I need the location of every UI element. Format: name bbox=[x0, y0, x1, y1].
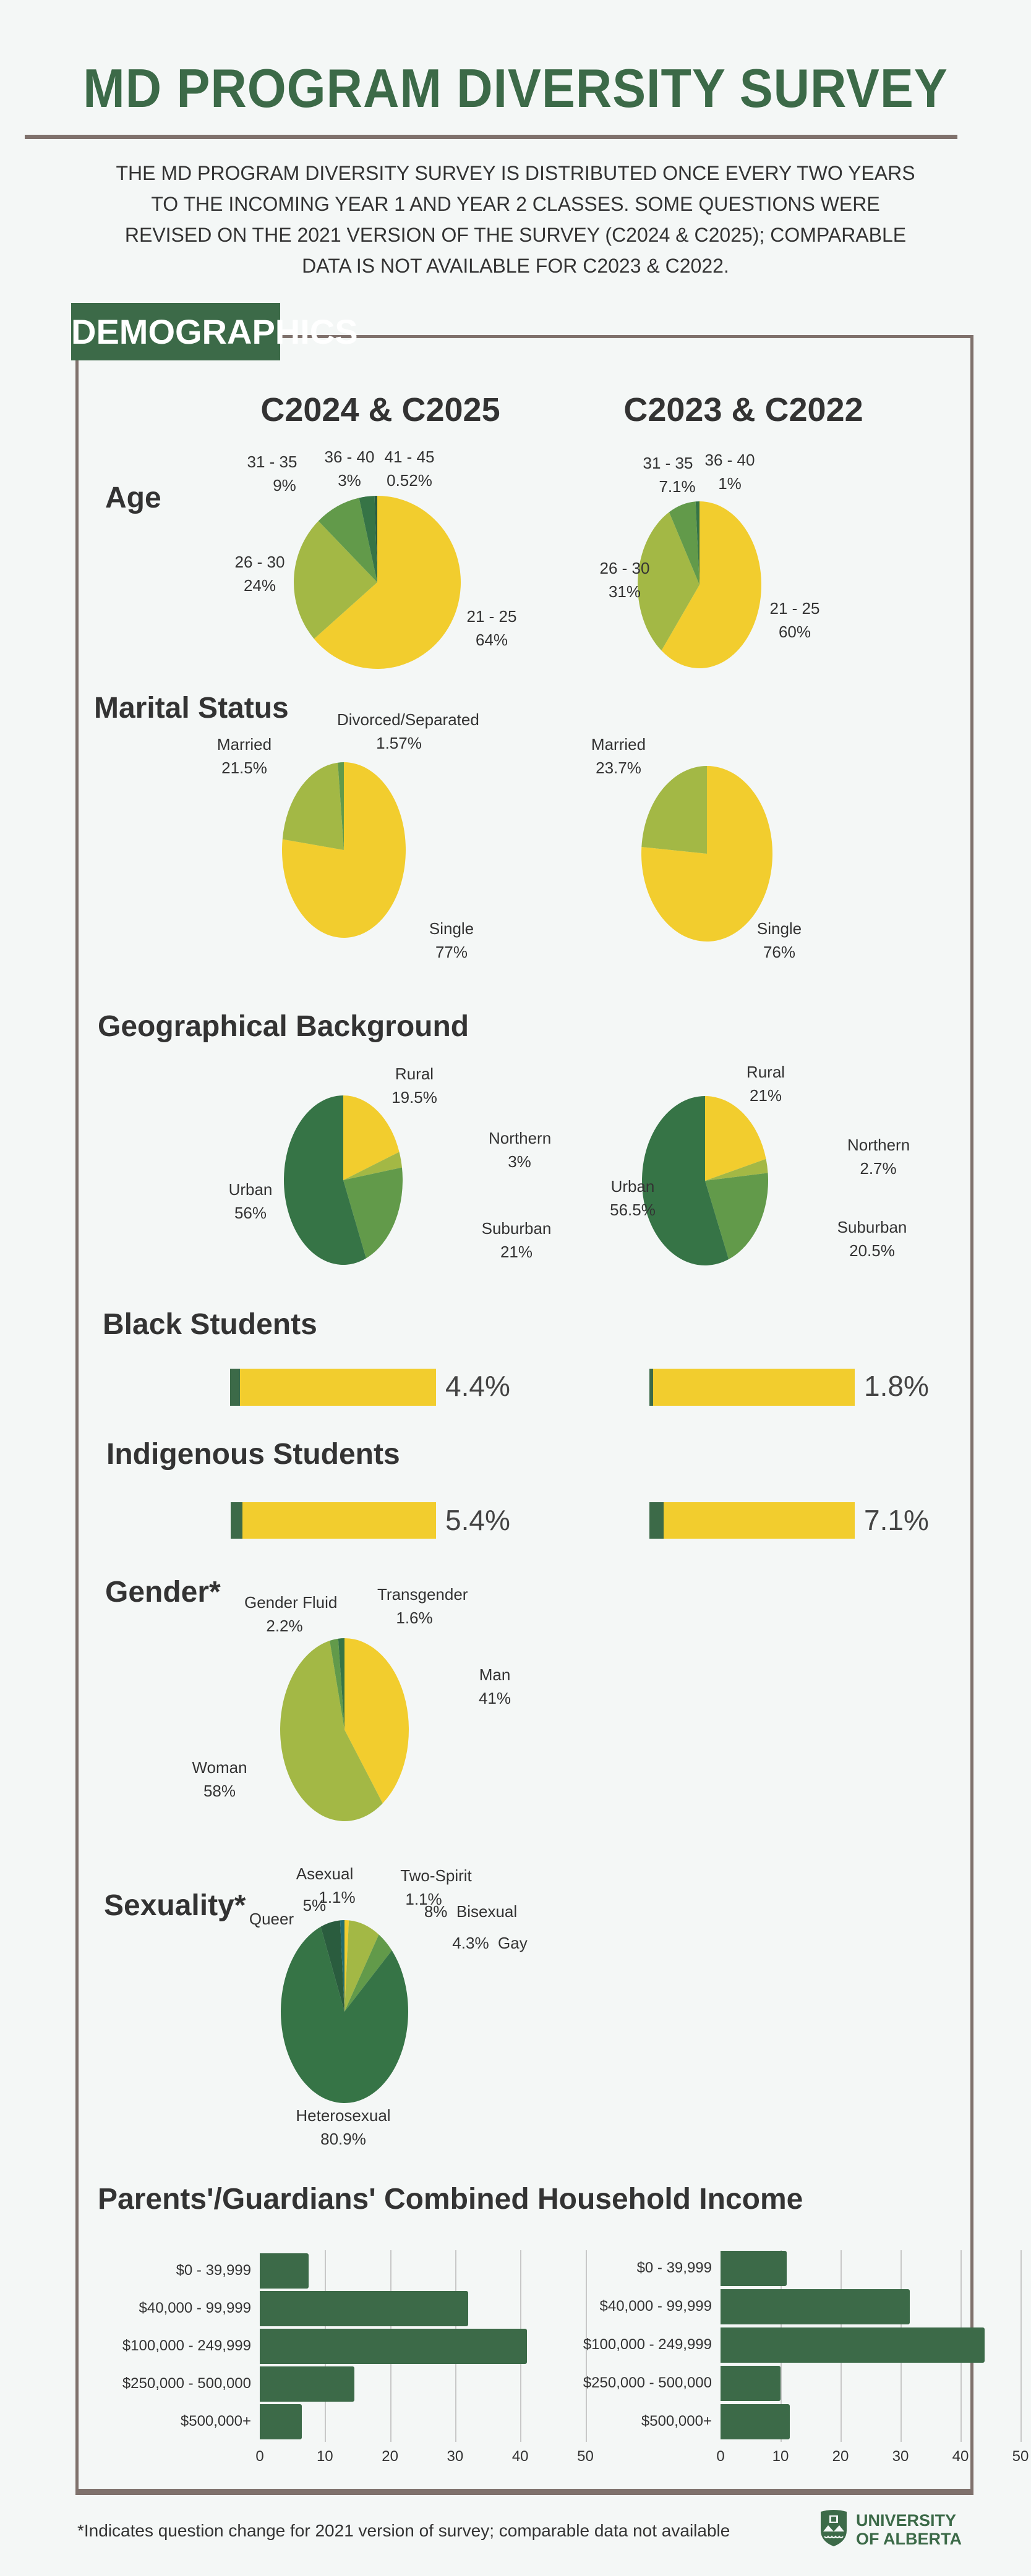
income-bar bbox=[260, 2366, 354, 2402]
sexuality-label-asexual: Asexual 1.1% bbox=[296, 1864, 356, 1906]
age-label-36-40: 36 - 40 3% bbox=[324, 448, 375, 490]
geographical-background-title: Geographical Background bbox=[98, 1010, 469, 1043]
age-label-36-40: 36 - 40 1% bbox=[704, 451, 755, 493]
demographics-frame bbox=[75, 335, 973, 2495]
sexuality-label-queer: Queer 5% bbox=[249, 1896, 327, 1928]
x-tick-label: 10 bbox=[772, 2448, 789, 2465]
age-label-26-30: 26 - 30 24% bbox=[234, 553, 285, 595]
sexuality-label-bisexual: 8% Bisexual bbox=[424, 1902, 518, 1921]
income-bar bbox=[260, 2404, 302, 2439]
age-label-26-30: 26 - 30 31% bbox=[599, 559, 650, 601]
income-title: Parents'/Guardians' Combined Household Income bbox=[98, 2183, 803, 2216]
y-category-label: $100,000 - 249,999 bbox=[122, 2337, 251, 2354]
marital-label-single: Single 76% bbox=[756, 919, 802, 961]
gender-title: Gender* bbox=[105, 1576, 221, 1609]
marital-pie-c2023 bbox=[641, 766, 772, 942]
sexuality-pie-c2024 bbox=[281, 1920, 408, 2103]
gender-label-gender-fluid: Gender Fluid 2.2% bbox=[244, 1593, 338, 1635]
x-tick-label: 10 bbox=[316, 2448, 333, 2465]
marital-pie-c2024 bbox=[282, 762, 406, 938]
income-bar bbox=[260, 2253, 309, 2289]
y-category-label: $40,000 - 99,999 bbox=[599, 2298, 712, 2315]
marital-label-married: Married 21.5% bbox=[216, 735, 272, 777]
geo-label-northern: Northern 3% bbox=[489, 1129, 552, 1171]
y-category-label: $100,000 - 249,999 bbox=[583, 2336, 712, 2353]
age-label-31-35: 31 - 35 7.1% bbox=[643, 454, 696, 496]
age-title: Age bbox=[105, 482, 161, 514]
y-category-label: $250,000 - 500,000 bbox=[583, 2374, 712, 2391]
page-title: MD PROGRAM DIVERSITY SURVEY bbox=[83, 57, 948, 119]
income-bar bbox=[721, 2289, 910, 2324]
black-students-title: Black Students bbox=[103, 1308, 317, 1341]
y-category-label: $250,000 - 500,000 bbox=[122, 2375, 251, 2392]
x-tick-label: 40 bbox=[952, 2448, 969, 2465]
geo-label-rural: Rural 19.5% bbox=[391, 1065, 437, 1107]
geo-label-urban: Urban 56.5% bbox=[610, 1177, 656, 1219]
intro-line: TO THE INCOMING YEAR 1 AND YEAR 2 CLASSES. SOME QUESTIONS WERE bbox=[151, 193, 880, 215]
sexuality-label-two-spirit: Two-Spirit 1.1% bbox=[400, 1866, 472, 1908]
sexuality-label-gay: 4.3% Gay bbox=[452, 1934, 528, 1952]
gender-pie-c2024 bbox=[280, 1638, 409, 1822]
sexuality-label-heterosexual: Heterosexual 80.9% bbox=[296, 2106, 391, 2148]
pie-slice-married bbox=[283, 763, 344, 850]
marital-label-married: Married 23.7% bbox=[591, 735, 646, 777]
x-tick-label: 20 bbox=[832, 2448, 849, 2465]
x-tick-label: 0 bbox=[716, 2448, 725, 2465]
intro-line: THE MD PROGRAM DIVERSITY SURVEY IS DISTRIBUTED ONCE EVERY TWO YEARS bbox=[116, 162, 915, 184]
y-category-label: $40,000 - 99,999 bbox=[139, 2300, 251, 2316]
university-logo-text: UNIVERSITY OF ALBERTA bbox=[856, 2511, 962, 2548]
y-category-label: $0 - 39,999 bbox=[636, 2259, 712, 2276]
geo-label-suburban: Suburban 21% bbox=[481, 1219, 552, 1261]
indigenous-students-pct-c2024: 5.4% bbox=[445, 1504, 510, 1536]
geo-label-northern: Northern 2.7% bbox=[847, 1136, 910, 1178]
x-tick-label: 40 bbox=[511, 2448, 529, 2465]
age-label-31-35: 31 - 35 9% bbox=[247, 453, 297, 495]
gender-label-transgender: Transgender 1.6% bbox=[377, 1585, 468, 1627]
age-pie-c2024 bbox=[294, 496, 461, 669]
income-bar bbox=[721, 2366, 781, 2401]
geo-pie-c2024 bbox=[284, 1095, 403, 1265]
sexuality-title: Sexuality* bbox=[104, 1889, 246, 1922]
gender-label-woman: Woman 58% bbox=[192, 1758, 247, 1800]
column-heading-c2024-c2025: C2024 & C2025 bbox=[260, 391, 500, 428]
age-label-21-25: 21 - 25 64% bbox=[466, 607, 517, 649]
intro-line: DATA IS NOT AVAILABLE FOR C2023 & C2022. bbox=[302, 255, 729, 277]
x-tick-label: 30 bbox=[892, 2448, 909, 2465]
x-tick-label: 30 bbox=[447, 2448, 464, 2465]
age-label-41-45: 41 - 45 0.52% bbox=[384, 448, 435, 490]
marital-label-divorced: Divorced/Separated 1.57% bbox=[337, 710, 479, 752]
intro-text bbox=[87, 158, 944, 281]
y-category-label: $500,000+ bbox=[180, 2413, 251, 2429]
gender-label-man: Man 41% bbox=[478, 1665, 511, 1707]
x-tick-label: 50 bbox=[577, 2448, 594, 2465]
x-tick-label: 50 bbox=[1012, 2448, 1029, 2465]
university-shield-icon bbox=[818, 2509, 849, 2548]
demographics-banner: DEMOGRAPHICS bbox=[71, 303, 280, 360]
indigenous-students-bar-c2024 bbox=[231, 1502, 436, 1539]
footnote: *Indicates question change for 2021 version of survey; comparable data not available bbox=[77, 2521, 730, 2540]
income-chart-c2024 bbox=[74, 2250, 594, 2465]
marital-label-single: Single 77% bbox=[429, 919, 474, 961]
grid-line bbox=[1020, 2250, 1022, 2442]
income-bar bbox=[721, 2327, 985, 2363]
income-bar bbox=[721, 2251, 787, 2286]
column-heading-c2023-c2022: C2023 & C2022 bbox=[623, 391, 863, 428]
indigenous-students-pct-c2023: 7.1% bbox=[864, 1504, 929, 1536]
black-students-bar-c2024 bbox=[230, 1369, 436, 1406]
income-bar bbox=[721, 2404, 790, 2439]
geo-label-rural: Rural 21% bbox=[746, 1063, 785, 1105]
age-label-21-25: 21 - 25 60% bbox=[769, 599, 820, 641]
y-category-label: $500,000+ bbox=[641, 2413, 712, 2429]
x-tick-label: 0 bbox=[255, 2448, 264, 2465]
x-tick-label: 20 bbox=[382, 2448, 398, 2465]
title-divider bbox=[25, 135, 957, 139]
geo-label-suburban: Suburban 20.5% bbox=[837, 1218, 907, 1260]
income-chart-c2023 bbox=[544, 2250, 1029, 2465]
geo-label-urban: Urban 56% bbox=[228, 1180, 273, 1222]
indigenous-students-bar-c2023 bbox=[649, 1502, 855, 1539]
intro-line: REVISED ON THE 2021 VERSION OF THE SURVEY (C2024 & C2025); COMPARABLE bbox=[124, 224, 907, 246]
indigenous-students-title: Indigenous Students bbox=[106, 1438, 400, 1471]
income-bar bbox=[260, 2329, 527, 2364]
black-students-pct-c2023: 1.8% bbox=[864, 1370, 929, 1402]
y-category-label: $0 - 39,999 bbox=[176, 2262, 251, 2279]
black-students-bar-c2023 bbox=[649, 1369, 855, 1406]
income-bar bbox=[260, 2291, 468, 2326]
black-students-pct-c2024: 4.4% bbox=[445, 1370, 510, 1402]
marital-status-title: Marital Status bbox=[94, 692, 289, 725]
